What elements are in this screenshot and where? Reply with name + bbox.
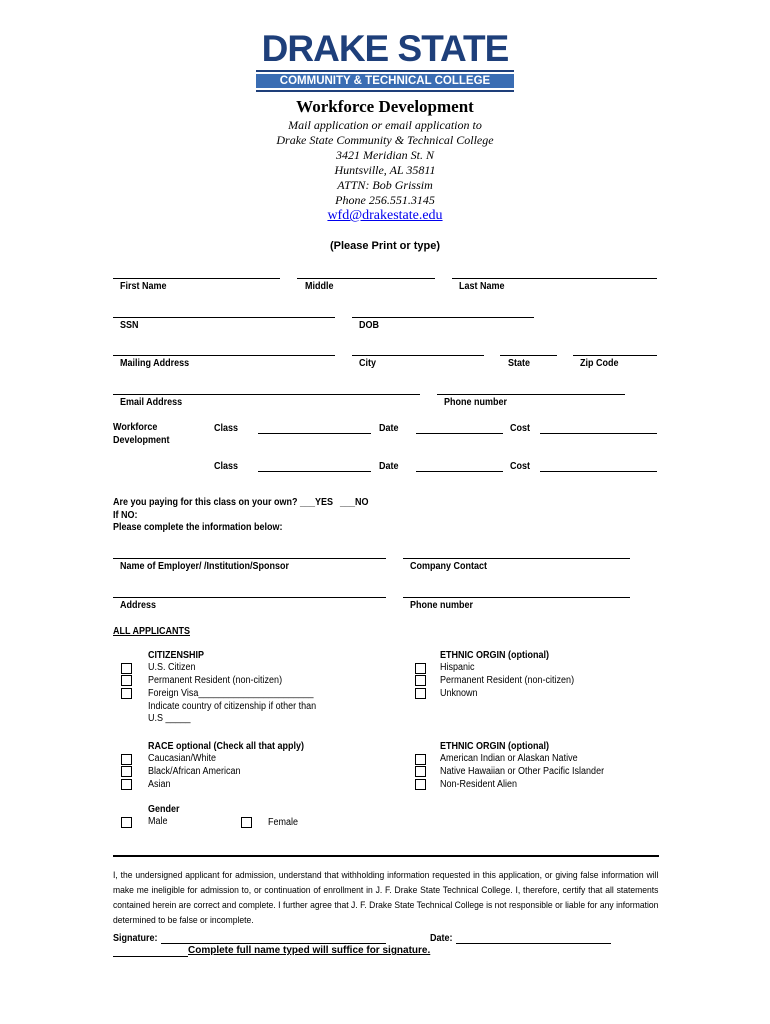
cost-label-2: Cost	[510, 461, 531, 472]
logo-rule-bottom	[256, 90, 514, 92]
ethnic-option-american-indian: American Indian or Alaskan Native	[440, 753, 578, 764]
citizenship-note-1: Indicate country of citizenship if other than	[148, 701, 317, 712]
employer-address-label: Address	[120, 600, 157, 611]
certification-statement: I, the undersigned applicant for admission, understand that withholding information requested in this application, or giving false information will make me ineligible for admission to, or continuation of enrollment in J. F. Drake State Technical College. I, therefore, certify that all statements contained herein are correct and complete. I further agree that J. F. Drake State Technical College is not responsible or liable for any information determined to be false or incomplete.	[113, 870, 659, 926]
class-field-1[interactable]	[258, 433, 371, 434]
race-option-black: Black/African American	[148, 766, 241, 777]
date-label-2: Date	[379, 461, 399, 472]
signature-field[interactable]	[161, 943, 386, 944]
ethnic-unknown-checkbox[interactable]	[415, 688, 426, 699]
gender-female-label: Female	[268, 817, 299, 828]
phone-number-label: Phone number	[444, 397, 508, 408]
ethnic-origin-heading-2: ETHNIC ORGIN (optional)	[440, 741, 549, 752]
gender-male-label: Male	[148, 816, 168, 827]
citizenship-us-checkbox[interactable]	[121, 663, 132, 674]
last-name-field[interactable]	[452, 278, 657, 279]
dob-label: DOB	[359, 320, 380, 331]
ssn-label: SSN	[120, 320, 139, 331]
date-signature-field[interactable]	[456, 943, 611, 944]
ethnic-option-hispanic: Hispanic	[440, 662, 475, 673]
header-line-6: Phone 256.551.3145	[335, 193, 435, 207]
form-title: Workforce Development	[296, 97, 474, 116]
payment-instruction: Please complete the information below:	[113, 522, 283, 533]
email-address-field[interactable]	[113, 394, 420, 395]
race-black-checkbox[interactable]	[121, 766, 132, 777]
all-applicants-heading: ALL APPLICANTS	[113, 626, 191, 637]
citizenship-option-permanent: Permanent Resident (non-citizen)	[148, 675, 283, 686]
workforce-label-2: Development	[113, 435, 170, 446]
header-line-4: Huntsville, AL 35811	[334, 163, 436, 177]
ethnic-option-nonresident: Non-Resident Alien	[440, 779, 518, 790]
cost-field-2[interactable]	[540, 471, 657, 472]
date-label-1: Date	[379, 423, 399, 434]
race-asian-checkbox[interactable]	[121, 779, 132, 790]
email-link[interactable]: wfd@drakestate.edu	[327, 208, 443, 223]
gender-female-checkbox[interactable]	[241, 817, 252, 828]
citizenship-permanent-checkbox[interactable]	[121, 675, 132, 686]
race-heading: RACE optional (Check all that apply)	[148, 741, 305, 752]
header-line-2: Drake State Community & Technical College	[276, 133, 494, 147]
phone-number-field[interactable]	[437, 394, 625, 395]
gender-male-checkbox[interactable]	[121, 817, 132, 828]
ssn-field[interactable]	[113, 317, 335, 318]
ethnic-american-indian-checkbox[interactable]	[415, 754, 426, 765]
ethnic-permanent-checkbox[interactable]	[415, 675, 426, 686]
race-option-caucasian: Caucasian/White	[148, 753, 217, 764]
payment-if-no: If NO:	[113, 510, 138, 521]
payment-no[interactable]: ___NO	[340, 497, 369, 508]
citizenship-option-visa: Foreign Visa_______________________	[148, 688, 314, 699]
workforce-label-1: Workforce	[113, 422, 158, 433]
company-contact-label: Company Contact	[410, 561, 488, 572]
race-option-asian: Asian	[148, 779, 171, 790]
state-field[interactable]	[500, 355, 557, 356]
city-label: City	[359, 358, 377, 369]
header-line-5: ATTN: Bob Grissim	[337, 178, 433, 192]
citizenship-heading: CITIZENSHIP	[148, 650, 205, 661]
ethnic-option-hawaiian: Native Hawaiian or Other Pacific Islander	[440, 766, 605, 777]
ethnic-hispanic-checkbox[interactable]	[415, 663, 426, 674]
email-address-label: Email Address	[120, 397, 183, 408]
header-line-3: 3421 Meridian St. N	[336, 148, 434, 162]
section-divider	[113, 855, 659, 857]
ethnic-nonresident-checkbox[interactable]	[415, 779, 426, 790]
employer-phone-label: Phone number	[410, 600, 474, 611]
citizenship-note-2: U.S _____	[148, 713, 191, 724]
payment-question: Are you paying for this class on your own? ___YES	[113, 497, 334, 508]
city-field[interactable]	[352, 355, 484, 356]
employer-phone-field[interactable]	[403, 597, 630, 598]
header-line-1: Mail application or email application to	[288, 118, 482, 132]
cost-label-1: Cost	[510, 423, 531, 434]
ethnic-option-permanent: Permanent Resident (non-citizen)	[440, 675, 575, 686]
ethnic-option-unknown: Unknown	[440, 688, 478, 699]
college-logo	[256, 30, 514, 92]
citizenship-visa-checkbox[interactable]	[121, 688, 132, 699]
ethnic-hawaiian-checkbox[interactable]	[415, 766, 426, 777]
signature-underline-left	[113, 956, 188, 957]
print-note: (Please Print or type)	[329, 240, 441, 252]
date-field-1[interactable]	[416, 433, 503, 434]
logo-rule	[256, 70, 514, 72]
race-caucasian-checkbox[interactable]	[121, 754, 132, 765]
middle-name-label: Middle	[305, 281, 334, 292]
employer-name-label: Name of Employer/ /Institution/Sponsor	[120, 561, 290, 572]
first-name-field[interactable]	[113, 278, 280, 279]
mailing-address-field[interactable]	[113, 355, 335, 356]
state-label: State	[508, 358, 531, 369]
employer-name-field[interactable]	[113, 558, 386, 559]
zip-field[interactable]	[573, 355, 657, 356]
cost-field-1[interactable]	[540, 433, 657, 434]
logo-title: DRAKE STATE	[261, 28, 509, 69]
employer-address-field[interactable]	[113, 597, 386, 598]
date-field-2[interactable]	[416, 471, 503, 472]
zip-label: Zip Code	[580, 358, 619, 369]
gender-heading: Gender	[148, 804, 180, 815]
signature-label: Signature:	[113, 933, 158, 944]
ethnic-origin-heading-1: ETHNIC ORGIN (optional)	[440, 650, 549, 661]
middle-name-field[interactable]	[297, 278, 435, 279]
class-label-1: Class	[214, 423, 239, 434]
logo-subtitle: COMMUNITY & TECHNICAL COLLEGE	[256, 74, 514, 88]
last-name-label: Last Name	[459, 281, 505, 292]
class-label-2: Class	[214, 461, 239, 472]
company-contact-field[interactable]	[403, 558, 630, 559]
first-name-label: First Name	[120, 281, 167, 292]
date-signature-label: Date:	[430, 933, 453, 944]
dob-field[interactable]	[352, 317, 534, 318]
signature-note: Complete full name typed will suffice for signature.	[188, 945, 431, 956]
class-field-2[interactable]	[258, 471, 371, 472]
citizenship-option-us: U.S. Citizen	[148, 662, 196, 673]
mailing-address-label: Mailing Address	[120, 358, 190, 369]
